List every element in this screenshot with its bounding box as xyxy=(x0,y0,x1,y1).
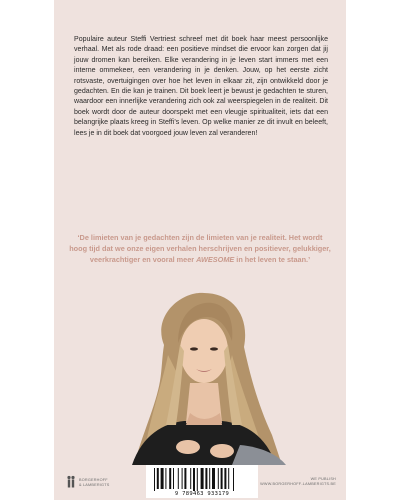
isbn-number: 9 789463 933179 xyxy=(174,491,230,497)
publisher-line-1: BORGERHOFF xyxy=(79,478,108,482)
book-back-cover xyxy=(54,0,346,500)
quote-text: ‘De limieten van je gedachten zijn de limieten van je realiteit. Het wordt hoog tijd dat we onze eigen verhalen herschrijven en positiever, gelukkiger, veerkrachtiger en vooral meer xyxy=(69,233,331,265)
publisher-slogan xyxy=(260,477,336,487)
barcode-bars xyxy=(152,468,252,491)
publisher-line-2: & LAMBERIGTS xyxy=(79,483,110,487)
publisher-logo-icon xyxy=(66,475,76,489)
barcode xyxy=(146,465,258,498)
blurb-text: Populaire auteur Steffi Vertriest schreef met dit boek haar meest persoonlijke verhaal. Met als rode draad: een positieve mindset die ervoor kan zorgen dat jij jouw dromen kan bereiken. Elke verandering in je leven start immers met een interne ommekeer, een verandering in je denken. Jouw, op het eerste zicht rotsvaste, overtuigingen over hoe het leven in elkaar zit, zijn ontwikkeld door je gedachten. En die kan je trainen. Dit boek leert je bewust je gedachten te sturen, waardoor een innerlijke verandering zich ook zal weerspiegelen in de realiteit. Dit boek wordt door de auteur doorspekt met een vleugje spiritualiteit, iets dat een belangrijke plaats kreeg in Steffi’s leven. Op welke manier ze dit invult en beleeft, lees je in dit boek dat voorgoed jouw leven zal veranderen! xyxy=(74,36,328,137)
publisher-name xyxy=(79,478,109,488)
pull-quote xyxy=(68,232,332,266)
author-photo xyxy=(72,285,328,465)
publisher-website: WWW.BORGERHOFF-LAMBERIGTS.BE xyxy=(260,482,336,486)
cover-footer xyxy=(54,465,346,500)
quote-emphasis: AWESOME xyxy=(196,255,235,265)
slogan-line-1: WE PUBLISH xyxy=(310,477,336,481)
quote-text-end: in het leven te staan.’ xyxy=(234,255,311,265)
